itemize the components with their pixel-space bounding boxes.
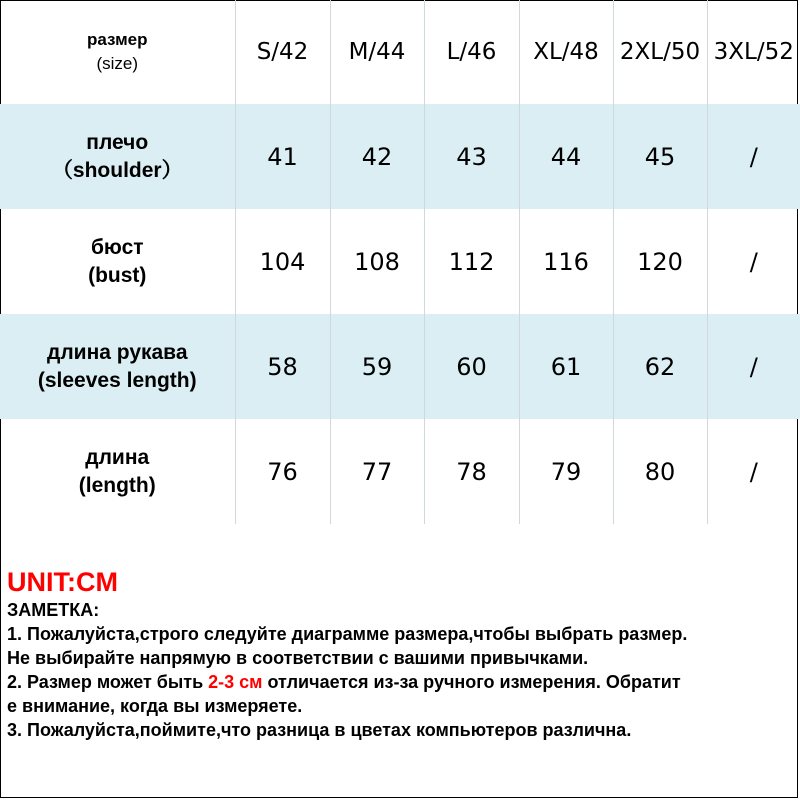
table-cell: 60	[424, 314, 519, 419]
table-row-length	[0, 419, 800, 524]
table-cell: 58	[235, 314, 330, 419]
table-cell: /	[707, 314, 800, 419]
row-label-sleeve-length: длина рукава (sleeves length)	[0, 314, 235, 419]
table-cell: 79	[519, 419, 613, 524]
note-highlight: 2-3 см	[208, 672, 263, 692]
size-header-cell: M/44	[330, 0, 424, 104]
notes-section	[7, 566, 797, 742]
table-cell: /	[707, 104, 800, 209]
table-cell: 108	[330, 209, 424, 314]
table-cell: 43	[424, 104, 519, 209]
table-cell: 116	[519, 209, 613, 314]
table-cell: 59	[330, 314, 424, 419]
row-label-bust: бюст (bust)	[0, 209, 235, 314]
note-line-3	[7, 670, 797, 694]
size-header-cell: 2XL/50	[613, 0, 707, 104]
note-line-3-suffix: отличается из-за ручного измерения. Обратит	[262, 672, 681, 692]
table-cell: 112	[424, 209, 519, 314]
size-header-cell: XL/48	[519, 0, 613, 104]
row-label-shoulder: плечо （shoulder）	[0, 104, 235, 209]
note-line-5: 3. Пожалуйста,поймите,что разница в цветах компьютеров различна.	[7, 720, 632, 740]
notes-title: ЗАМЕТКА:	[7, 600, 100, 620]
table-header-row	[0, 0, 800, 104]
note-line-3-prefix: 2. Размер может быть	[7, 672, 209, 692]
table-cell: 76	[235, 419, 330, 524]
note-line-4: е внимание, когда вы измеряете.	[7, 696, 303, 716]
note-line-2: Не выбирайте напрямую в соответствии с вашими привычками.	[7, 648, 589, 668]
size-header-label: размер (size)	[0, 0, 235, 104]
table-cell: /	[749, 247, 758, 276]
table-cell: 41	[235, 104, 330, 209]
table-row-sleeve-length	[0, 314, 800, 419]
unit-label: UNIT:CM	[7, 567, 118, 597]
table-cell: 78	[424, 419, 519, 524]
table-row-shoulder	[0, 104, 800, 209]
size-header-cell: L/46	[424, 0, 519, 104]
table-cell: 80	[613, 419, 707, 524]
table-cell: 61	[519, 314, 613, 419]
table-cell: 45	[613, 104, 707, 209]
size-header-cell: S/42	[235, 0, 330, 104]
table-cell: 44	[519, 104, 613, 209]
table-cell: 62	[613, 314, 707, 419]
note-line-1: 1. Пожалуйста,строго следуйте диаграмме размера,чтобы выбрать размер.	[7, 624, 688, 644]
table-cell: 77	[330, 419, 424, 524]
row-label-length: длина (length)	[0, 419, 235, 524]
table-cell: /	[749, 457, 758, 486]
table-cell: 42	[330, 104, 424, 209]
table-cell: 104	[235, 209, 330, 314]
table-cell: 120	[613, 209, 707, 314]
size-header-cell: 3XL/52	[713, 39, 794, 65]
table-row-bust	[0, 209, 800, 314]
